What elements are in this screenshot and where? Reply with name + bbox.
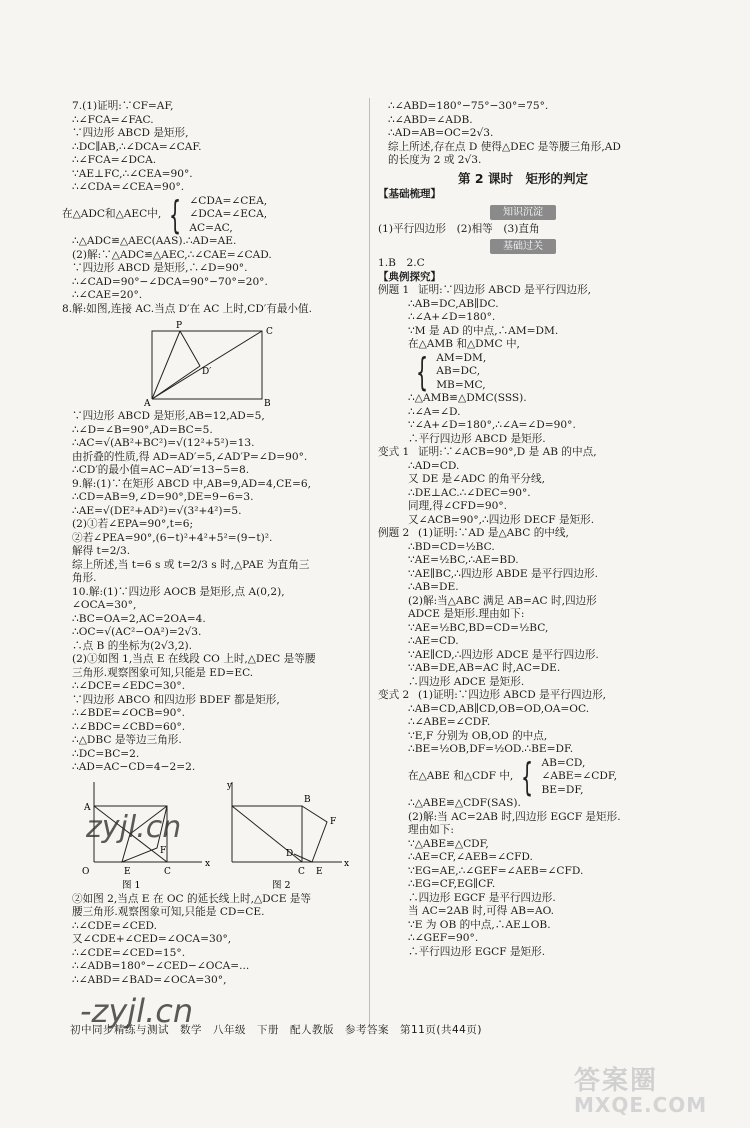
text-line: ∵E,F 分别为 OB,OD 的中点, — [408, 729, 548, 742]
fig2-label-C: C — [298, 866, 305, 877]
left-brace-icon: { — [521, 754, 534, 799]
text-line: ∴∠CDE=∠CED. — [72, 919, 158, 932]
text-line: ∴CD′的最小值=AC−AD′=13−5=8. — [72, 464, 250, 476]
text-line: ∵M 是 AD 的中点,∴AM=DM. — [408, 324, 559, 337]
text-line: 理由如下: — [408, 824, 454, 836]
text-line: 腰三角形.观察图象可知,只能是 CD=CE. — [72, 906, 265, 918]
text-line: ∴AC=√(AB²+BC²)=√(12²+5²)=13. — [72, 437, 255, 449]
text-line: ∴△AMB≌△DMC(SSS). — [408, 392, 527, 404]
left-column — [62, 100, 362, 987]
q8-figure — [62, 319, 362, 407]
fig1-caption: 图 1 — [122, 879, 141, 890]
right-column — [378, 100, 668, 959]
q7-solution — [62, 100, 362, 195]
text-line: 又∠ACB=90°,∴四边形 DECF 是矩形. — [408, 513, 595, 526]
text-line: ∵AE⊥FC,∴∠CEA=90°. — [72, 167, 193, 180]
fig1-label-F: F — [160, 845, 167, 856]
label-C: C — [266, 327, 273, 337]
text-line: 在△AMB 和△DMC 中, — [408, 338, 520, 350]
q7-solution-continued — [62, 235, 362, 303]
text-line: ∴AD=AC−CD=4−2=2. — [72, 761, 196, 773]
text-line: ∴EG=CF,EG∥CF. — [408, 878, 496, 890]
q10-solution-continued — [62, 893, 362, 988]
text-line: ∴AB=DE. — [408, 581, 459, 593]
q8-diagram — [142, 319, 292, 407]
text-line: ∴∠D=∠B=90°,AD=BC=5. — [72, 423, 213, 436]
watermark-top: zyjl.cn — [86, 810, 182, 845]
text-line: 综上所述,存在点 D 使得△DEC 是等腰三角形,AD — [388, 140, 621, 153]
text-line: (1)证明:∵AD 是△ABC 的中线, — [418, 527, 569, 539]
page-footer: 初中同步精练与测试 数学 八年级 下册 配人教版 参考答案 第11页(共44页) — [70, 1024, 482, 1036]
fig2-label-D: D — [286, 848, 294, 859]
text-line: ∴CD=AB=9,∠D=90°,DE=9−6=3. — [72, 491, 254, 503]
text-line: ∵四边形 ABCD 是矩形,AB=12,AD=5, — [72, 410, 265, 422]
text-line: ∴BC=OA=2,AC=2OA=4. — [72, 612, 206, 625]
variant-1 — [378, 446, 668, 527]
logo-domain: MXQE.COM — [574, 1093, 708, 1117]
q10-conclusion — [378, 100, 668, 168]
text-line: ∴△DBC 是等边三角形. — [72, 734, 182, 746]
text-line: ∴平行四边形 ABCD 是矩形. — [408, 432, 546, 445]
text-line: (1)证明:∵四边形 ABCD 是平行四边形, — [418, 689, 607, 701]
text-line: ∠OCA=30°, — [72, 599, 137, 611]
text-line: ∴△ADC≌△AEC(AAS).∴AD=AE. — [72, 235, 237, 247]
text-line: ∵AE=½BC,∴AE=BD. — [408, 554, 519, 566]
site-logo — [574, 1060, 734, 1120]
text-line: (2)解:当△ABC 满足 AB=AC 时,四边形 — [408, 594, 597, 607]
text-line: ∴平行四边形 EGCF 是矩形. — [408, 945, 546, 958]
text-line: ∴∠CDA=∠CEA=90°. — [72, 181, 185, 193]
label-A: A — [144, 399, 151, 407]
fig1-label-O: O — [82, 866, 90, 877]
text-line: 证明:∵∠ACB=90°,D 是 AB 的中点, — [418, 446, 597, 458]
variant-1-label: 变式 1 — [378, 446, 410, 458]
text-line: ∠CDA=∠CEA, — [189, 194, 268, 207]
fig2-label-E: E — [316, 866, 323, 877]
text-line: (2)解:当 AC=2AB 时,四边形 EGCF 是矩形. — [408, 810, 621, 823]
text-line: ∴∠CAD=90°−∠DCA=90°−70°=20°. — [72, 275, 268, 288]
variant-2-brace-prefix: 在△ABE 和△CDF 中, — [408, 770, 514, 782]
text-line: ∵四边形 ABCD 是矩形, — [72, 127, 189, 139]
variant-2-label: 变式 2 — [378, 689, 410, 701]
label-D-prime: D′ — [202, 367, 212, 377]
text-line: ∴∠ABE=∠CDF. — [408, 716, 491, 728]
text-line: 7.(1)证明:∵CF=AF, — [72, 100, 174, 112]
q7-brace-prefix: 在△ADC和△AEC中, — [62, 208, 162, 220]
label-P: P — [176, 321, 183, 331]
q8-intro: 8.解:如图,连接 AC.当点 D′在 AC 上时,CD′有最小值. — [62, 302, 312, 315]
text-line: ∵AE∥CD,∴四边形 ADCE 是平行四边形. — [408, 648, 599, 661]
text-line: 又∠CDE+∠CED=∠OCA=30°, — [72, 933, 232, 945]
text-line: ∵AB=DE,AB=AC 时,AC=DE. — [408, 662, 561, 674]
watermark-bottom: -zyjl.cn — [80, 992, 194, 1030]
lesson-title: 第 2 课时 矩形的判定 — [458, 170, 588, 186]
text-line: ∠DCA=∠ECA, — [189, 208, 268, 220]
section-basic-review: 【基础梳理】 — [378, 188, 441, 200]
left-brace-icon: { — [169, 192, 182, 237]
text-line: ADCE 是矩形.理由如下: — [408, 608, 525, 620]
text-line: ∵AE=½BC,BD=CD=½BC, — [408, 621, 549, 634]
text-line: BE=DF, — [541, 783, 584, 796]
text-line: ∴∠GEF=90°. — [408, 932, 479, 944]
knowledge-answers: (1)平行四边形 (2)相等 (3)直角 — [378, 222, 540, 235]
text-line: ∴BE=½OB,DF=½OD.∴BE=DF. — [408, 743, 574, 755]
text-line: ∴OC=√(AC²−OA²)=2√3. — [72, 626, 202, 638]
text-line: 的长度为 2 或 2√3. — [388, 154, 482, 166]
example-2-label: 例题 2 — [378, 527, 410, 539]
text-line: 角形. — [72, 572, 97, 584]
text-line: AC=AC, — [189, 221, 233, 234]
text-line: (2)①如图 1,当点 E 在线段 CO 上时,△DEC 是等腰 — [72, 653, 316, 665]
variant-2-brace — [378, 754, 668, 799]
text-line: AB=CD, — [541, 756, 586, 769]
text-line: ∴△ABE≌△CDF(SAS). — [408, 797, 521, 809]
text-line: (2)①若∠EPA=90°,t=6; — [72, 518, 194, 530]
fig1-label-A: A — [84, 802, 91, 813]
text-line: ∴∠BDE=∠OCB=90°. — [72, 707, 185, 719]
text-line: ∵EG=AE,∴∠GEF=∠AEB=∠CFD. — [408, 864, 584, 877]
logo-text: 答案圈 — [574, 1066, 659, 1096]
text-line: ∴DC=BC=2. — [72, 747, 140, 760]
text-line: ∴∠ABD=∠ADB. — [388, 113, 473, 126]
text-line: ∴∠DCE=∠EDC=30°. — [72, 680, 186, 692]
text-line: ∴∠BDC=∠CBD=60°. — [72, 720, 186, 733]
q8-to-q10-solution — [62, 410, 362, 775]
badge-basic-practice: 基础过关 — [490, 239, 556, 254]
text-line: ∵E 为 OB 的中点,∴AE⊥OB. — [408, 918, 551, 931]
text-line: ∴DC∥AB,∴∠DCA=∠CAF. — [72, 140, 202, 153]
text-line: ∴∠FCA=∠FAC. — [72, 113, 154, 126]
text-line: ∵△ABE≌△CDF, — [408, 837, 489, 850]
left-brace-icon: { — [416, 349, 429, 394]
text-line: ∴AD=AB=OC=2√3. — [388, 127, 494, 139]
text-line: ∠ABE=∠CDF, — [541, 770, 617, 782]
text-line: ∴四边形 ADCE 是矩形. — [408, 675, 525, 688]
text-line: 证明:∵四边形 ABCD 是平行四边形, — [418, 284, 592, 296]
text-line: ∴DE⊥AC.∴∠DEC=90°. — [408, 486, 531, 499]
fig2-label-y: y — [227, 780, 233, 791]
text-line: ∴∠ADB=180°−∠CED−∠OCA=... — [72, 960, 250, 972]
text-line: 10.解:(1)∵四边形 AOCB 是矩形,点 A(0,2), — [72, 585, 285, 598]
variant-2 — [378, 689, 668, 959]
fig2-caption: 图 2 — [272, 879, 291, 890]
text-line: ∴∠ABD=180°−75°−30°=75°. — [388, 100, 549, 112]
text-line: ∴AB=CD,AB∥CD,OB=OD,OA=OC. — [408, 702, 590, 715]
q7-congruence-brace — [62, 192, 362, 237]
example-2 — [378, 527, 668, 689]
fig1-label-E: E — [124, 866, 131, 877]
text-line: AB=DC, — [436, 365, 481, 377]
text-line: MB=MC, — [436, 378, 486, 391]
text-line: 由折叠的性质,得 AD=AD′=5,∠AD′P=∠D=90°. — [72, 450, 308, 463]
fig1-label-x: x — [205, 858, 211, 869]
text-line: ∴∠A+∠D=180°. — [408, 311, 496, 323]
text-line: ②如图 2,当点 E 在 OC 的延长线上时,△DCE 是等 — [72, 892, 311, 905]
text-line: ∴AE=CF,∠AEB=∠CFD. — [408, 851, 533, 863]
text-line: 又 DE 是∠ADC 的角平分线, — [408, 473, 545, 485]
text-line: 同理,得∠CFD=90°. — [408, 500, 507, 512]
text-line: ∴AE=√(DE²+AD²)=√(3²+4²)=5. — [72, 504, 242, 517]
fig2-label-B: B — [304, 794, 311, 805]
text-line: 当 AC=2AB 时,可得 AB=AO. — [408, 905, 555, 917]
text-line: 9.解:(1)∵在矩形 ABCD 中,AB=9,AD=4,CE=6, — [72, 477, 311, 490]
text-line: ∴∠CAE=20°. — [72, 289, 143, 301]
badge-knowledge: 知识沉淀 — [490, 205, 556, 220]
text-line: ∴四边形 EGCF 是平行四边形. — [408, 891, 556, 904]
text-line: ∴BD=CD=½BC. — [408, 540, 495, 553]
text-line: 三角形.观察图象可知,只能是 ED=EC. — [72, 666, 254, 679]
section-examples: 【典例探究】 — [378, 270, 441, 283]
text-line: ∵四边形 ABCD 是矩形,∴∠D=90°. — [72, 262, 248, 274]
label-B: B — [264, 399, 271, 407]
text-line: ∵四边形 ABCO 和四边形 BDEF 都是矩形, — [72, 693, 280, 706]
choice-answers: 1.B 2.C — [378, 257, 425, 269]
text-line: ∴∠FCA=∠DCA. — [72, 154, 157, 166]
column-divider — [369, 98, 370, 1028]
text-line: ∴AE=CD. — [408, 635, 459, 647]
example-1 — [378, 284, 668, 446]
text-line: ∵AE∥BC,∴四边形 ABDE 是平行四边形. — [408, 567, 598, 580]
example-1-brace — [378, 349, 668, 394]
text-line: (2)解:∵△ADC≌△AEC,∴∠CAE=∠CAD. — [72, 248, 272, 261]
text-line: AM=DM, — [436, 351, 487, 364]
text-line: 综上所述,当 t=6 s 或 t=2/3 s 时,△PAE 为直角三 — [72, 558, 310, 571]
fig1-label-C: C — [164, 866, 171, 877]
text-line: 解得 t=2/3. — [72, 545, 131, 557]
text-line: ∵∠A+∠D=180°,∴∠A=∠D=90°. — [408, 419, 576, 431]
text-line: ∴点 B 的坐标为(2√3,2). — [72, 639, 193, 652]
fig2-label-x: x — [344, 858, 350, 869]
fig2-label-F: F — [330, 816, 337, 827]
text-line: ∴∠ABD=∠BAD=∠OCA=30°, — [72, 973, 227, 986]
text-line: ∴AB=DC,AB∥DC. — [408, 297, 499, 310]
text-line: ∴∠CDE=∠CED=15°. — [72, 946, 186, 959]
text-line: ∴AD=CD. — [408, 459, 460, 472]
example-1-label: 例题 1 — [378, 284, 410, 296]
text-line: ②若∠PEA=90°,(6−t)²+4²+5²=(9−t)². — [72, 531, 273, 544]
text-line: ∴∠A=∠D. — [408, 405, 461, 418]
